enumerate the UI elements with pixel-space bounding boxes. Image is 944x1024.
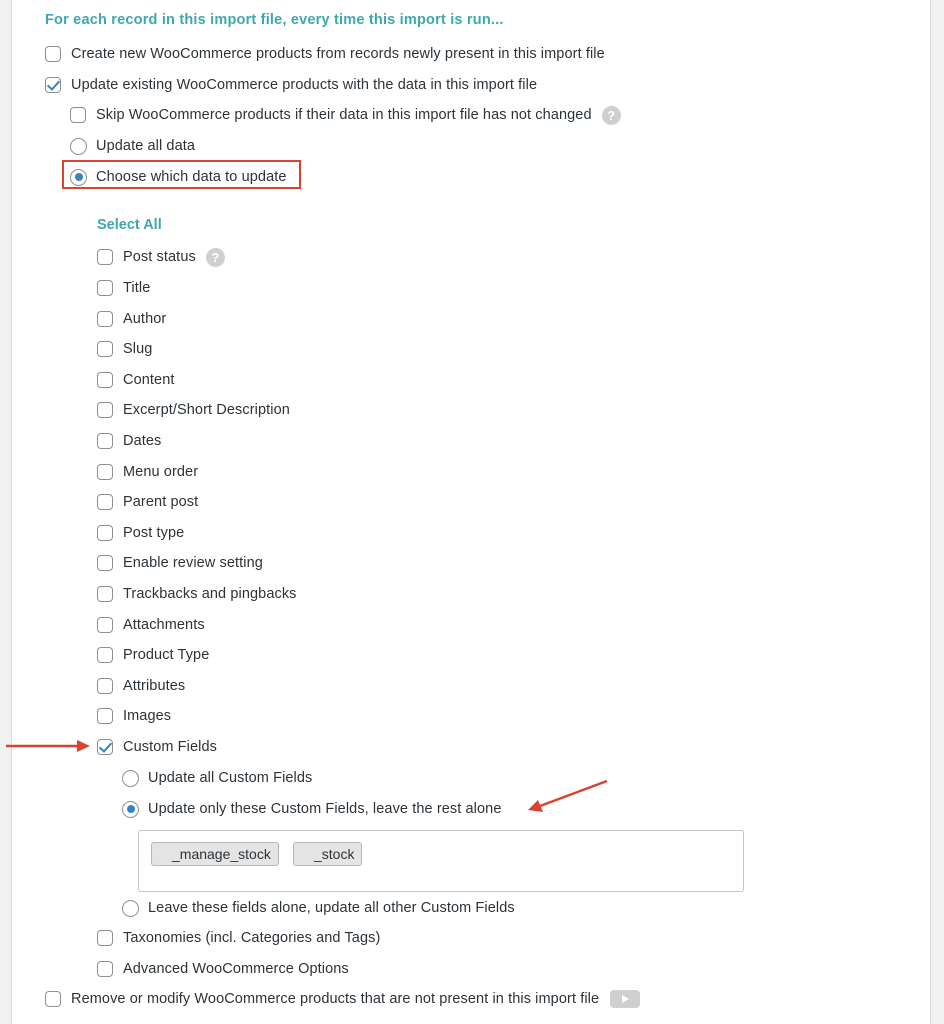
remove-modify-label: Remove or modify WooCommerce products that are not present in this import file bbox=[71, 991, 600, 1007]
field-label: Author bbox=[123, 311, 167, 327]
update-existing-label: Update existing WooCommerce products with the data in this import file bbox=[71, 77, 538, 93]
field-label: Title bbox=[123, 280, 151, 296]
field-label: Enable review setting bbox=[123, 555, 263, 571]
skip-unchanged-label: Skip WooCommerce products if their data in this import file has not changed bbox=[96, 107, 592, 123]
field-label: Content bbox=[123, 372, 175, 388]
custom-fields-leave-alone-label: Leave these fields alone, update all other Custom Fields bbox=[148, 900, 515, 916]
field-label: Custom Fields bbox=[123, 739, 217, 755]
field-label: Parent post bbox=[123, 494, 199, 510]
field-label: Trackbacks and pingbacks bbox=[123, 586, 297, 602]
field-label: Excerpt/Short Description bbox=[123, 402, 290, 418]
field-label: Post type bbox=[123, 525, 185, 541]
field-label: Images bbox=[123, 708, 172, 724]
field-label: Taxonomies (incl. Categories and Tags) bbox=[123, 930, 381, 946]
field-label: Post status bbox=[123, 249, 196, 265]
tag-manage-stock[interactable]: _manage_stock bbox=[151, 842, 279, 866]
custom-fields-update-only-label: Update only these Custom Fields, leave the rest alone bbox=[148, 801, 502, 817]
field-label: Product Type bbox=[123, 647, 210, 663]
field-label: Menu order bbox=[123, 464, 199, 480]
field-label: Dates bbox=[123, 433, 162, 449]
create-new-label: Create new WooCommerce products from records newly present in this import file bbox=[71, 46, 605, 62]
field-label: Slug bbox=[123, 341, 153, 357]
select-all-link[interactable]: Select All bbox=[97, 217, 162, 233]
arrow-custom-fields bbox=[6, 740, 90, 752]
field-label: Advanced WooCommerce Options bbox=[123, 961, 349, 977]
field-label: Attributes bbox=[123, 678, 186, 694]
help-icon[interactable]: ? bbox=[602, 106, 621, 125]
help-icon[interactable]: ? bbox=[206, 248, 225, 267]
section-heading: For each record in this import file, every time this import is run... bbox=[45, 12, 504, 28]
field-label: Attachments bbox=[123, 617, 205, 633]
update-all-data-label: Update all data bbox=[96, 138, 196, 154]
custom-fields-update-all-label: Update all Custom Fields bbox=[148, 770, 313, 786]
choose-data-label: Choose which data to update bbox=[96, 169, 287, 185]
arrow-update-only bbox=[528, 781, 607, 812]
tag-stock[interactable]: _stock bbox=[293, 842, 362, 866]
